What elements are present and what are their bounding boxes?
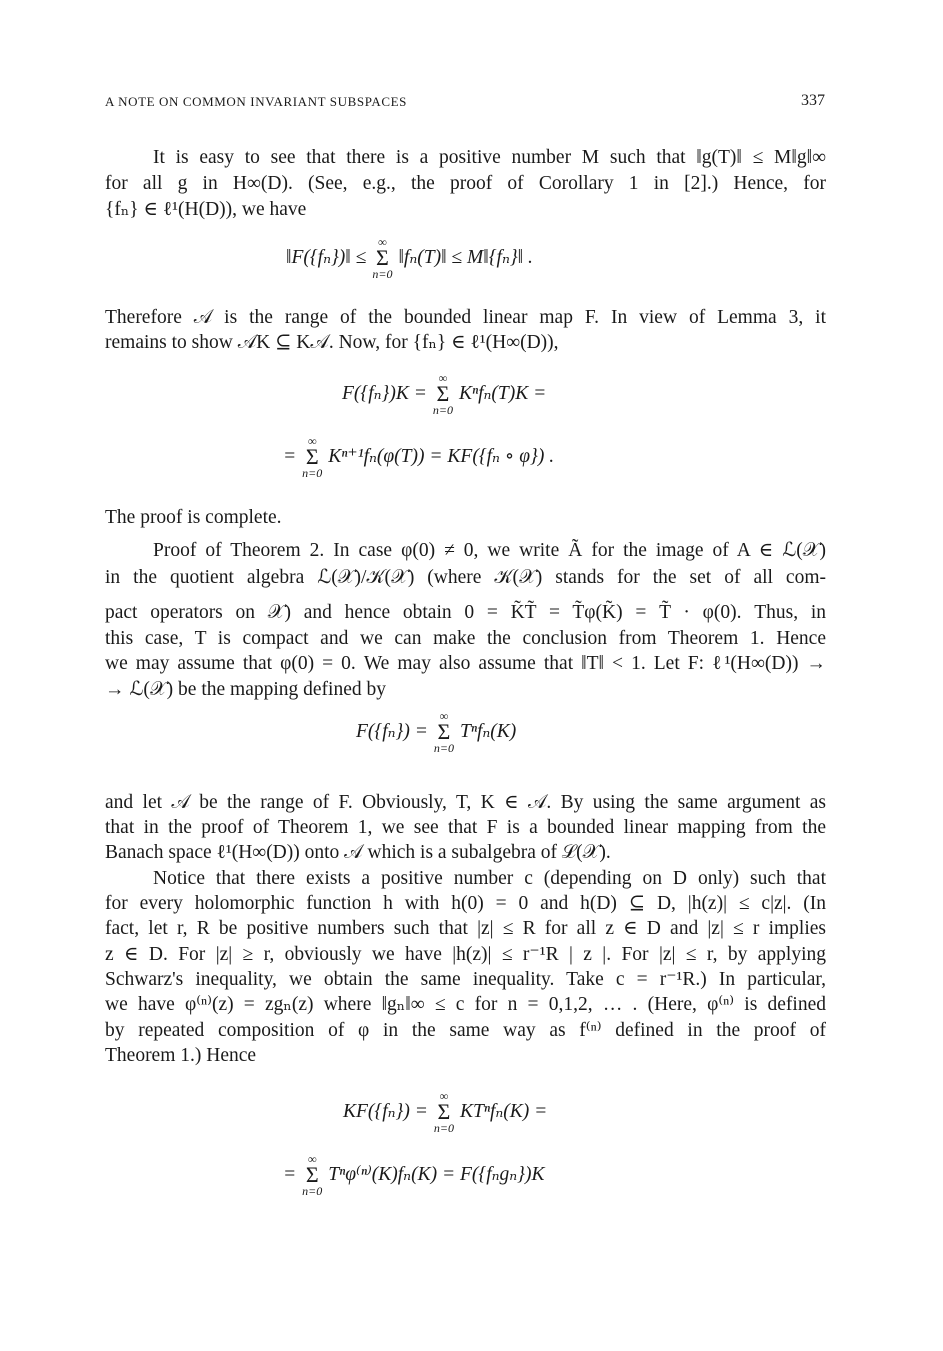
- text-line: Schwarz's inequality, we obtain the same inequality. Take c = r⁻¹R.) In particular,: [105, 969, 826, 990]
- eq-lhs: F({fₙ}) =: [356, 721, 428, 742]
- text-line: The proof is complete.: [105, 507, 282, 528]
- text-line: z ∈ D. For |z| ≥ r, obviously we have |h(z)| ≤ r⁻¹R | z |. For |z| ≤ r, by applying: [105, 944, 826, 965]
- text-line: for all g in H∞(D). (See, e.g., the proof of Corollary 1 in [2].) Hence, for: [105, 173, 826, 194]
- sum-operator: ∞ Σ n=0: [372, 235, 393, 281]
- sum-lower: n=0: [302, 466, 323, 480]
- text-line: Theorem 1.) Hence: [105, 1045, 257, 1066]
- running-title: A NOTE ON COMMON INVARIANT SUBSPACES: [105, 94, 407, 109]
- sum-upper: ∞: [378, 235, 387, 249]
- page-number: 337: [801, 92, 825, 109]
- text-line: → ℒ(𝒳) be the mapping defined by: [105, 679, 386, 700]
- text-line: Therefore 𝒜 is the range of the bounded linear map F. In view of Lemma 3, it: [105, 307, 826, 328]
- sum-lower: n=0: [433, 741, 454, 755]
- sum-operator: ∞ Σ n=0: [433, 709, 454, 755]
- sum-upper: ∞: [439, 1089, 449, 1103]
- equation-1: [286, 236, 533, 280]
- sum-upper: ∞: [439, 709, 449, 723]
- eq-rhs: Tⁿfₙ(K): [459, 721, 517, 742]
- text-line: Notice that there exists a positive number c (depending on D only) such that: [153, 868, 826, 889]
- eq-rhs: Kⁿ⁺¹fₙ(φ(T)) = KF({fₙ ∘ φ}) .: [328, 446, 555, 467]
- eq-rhs: Kⁿfₙ(T)K =: [458, 383, 547, 404]
- text-line: we have φ⁽ⁿ⁾(z) = zgₙ(z) where ‖gₙ‖∞ ≤ c for n = 0,1,2, … . (Here, φ⁽ⁿ⁾ is defined: [105, 994, 826, 1015]
- sum-upper: ∞: [307, 1152, 317, 1166]
- text-line: Banach space ℓ¹(H∞(D)) onto 𝒜 which is a subalgebra of ℒ(𝒳).: [105, 842, 611, 863]
- text-line: for every holomorphic function h with h(0) = 0 and h(D) ⊆ D, |h(z)| ≤ c|z|. (In: [105, 893, 826, 914]
- text-line: Proof of Theorem 2. In case φ(0) ≠ 0, we write Ã for the image of A ∈ ℒ(𝒳): [153, 540, 826, 561]
- eq-lhs: F({fₙ})K =: [342, 383, 427, 404]
- sum-lower: n=0: [432, 403, 453, 417]
- eq-lhs: =: [283, 1164, 297, 1185]
- equation-2: [342, 372, 546, 416]
- text-line: {fₙ} ∈ ℓ¹(H(D)), we have: [105, 199, 307, 220]
- eq-rhs: KTⁿfₙ(K) =: [459, 1101, 548, 1122]
- sum-upper: ∞: [438, 371, 448, 385]
- text-line: this case, T is compact and we can make the conclusion from Theorem 1. Hence: [105, 628, 826, 649]
- text-line: fact, let r, R be positive numbers such that |z| ≤ R for all z ∈ D and |z| ≤ r implies: [105, 918, 826, 939]
- sum-lower: n=0: [302, 1184, 323, 1198]
- equation-4: [356, 710, 516, 754]
- sum-operator: ∞ Σ n=0: [302, 434, 323, 480]
- text-line: we may assume that φ(0) = 0. We may also assume that ‖T‖ < 1. Let F: ℓ¹(H∞(D)) →: [105, 653, 826, 674]
- eq-lhs: KF({fₙ}) =: [343, 1101, 428, 1122]
- sum-operator: ∞ Σ n=0: [302, 1152, 323, 1198]
- eq-rhs: Tⁿφ⁽ⁿ⁾(K)fₙ(K) = F({fₙgₙ})K: [328, 1164, 545, 1185]
- text-line: It is easy to see that there is a positive number M such that ‖g(T)‖ ≤ M‖g‖∞: [153, 147, 826, 168]
- sum-operator: ∞ Σ n=0: [432, 371, 453, 417]
- eq-lhs: =: [283, 446, 297, 467]
- equation-6: [283, 1153, 544, 1197]
- eq-lhs: ‖F({fₙ})‖ ≤: [286, 247, 367, 268]
- text-line: in the quotient algebra ℒ(𝒳)/𝒦(𝒳) (where 𝒦(𝒳) stands for the set of all com-: [105, 567, 826, 588]
- eq-rhs: ‖fₙ(T)‖ ≤ M‖{fₙ}‖ .: [398, 247, 533, 268]
- sum-lower: n=0: [433, 1121, 454, 1135]
- sum-lower: n=0: [372, 267, 393, 281]
- text-line: that in the proof of Theorem 1, we see that F is a bounded linear mapping from the: [105, 817, 826, 838]
- sum-operator: ∞ Σ n=0: [433, 1089, 454, 1135]
- text-line: remains to show 𝒜K ⊆ K𝒜. Now, for {fₙ} ∈ ℓ¹(H∞(D)),: [105, 332, 559, 353]
- text-line: pact operators on 𝒳) and hence obtain 0 = K̃T̃ = T̃φ(K̃) = T̃ · φ(0). Thus, in: [105, 602, 826, 623]
- equation-3: [283, 435, 554, 479]
- text-line: and let 𝒜 be the range of F. Obviously, T, K ∈ 𝒜. By using the same argument as: [105, 792, 826, 813]
- sum-upper: ∞: [307, 434, 317, 448]
- text-line: by repeated composition of φ in the same way as f⁽ⁿ⁾ defined in the proof of: [105, 1020, 826, 1041]
- equation-5: [343, 1090, 547, 1134]
